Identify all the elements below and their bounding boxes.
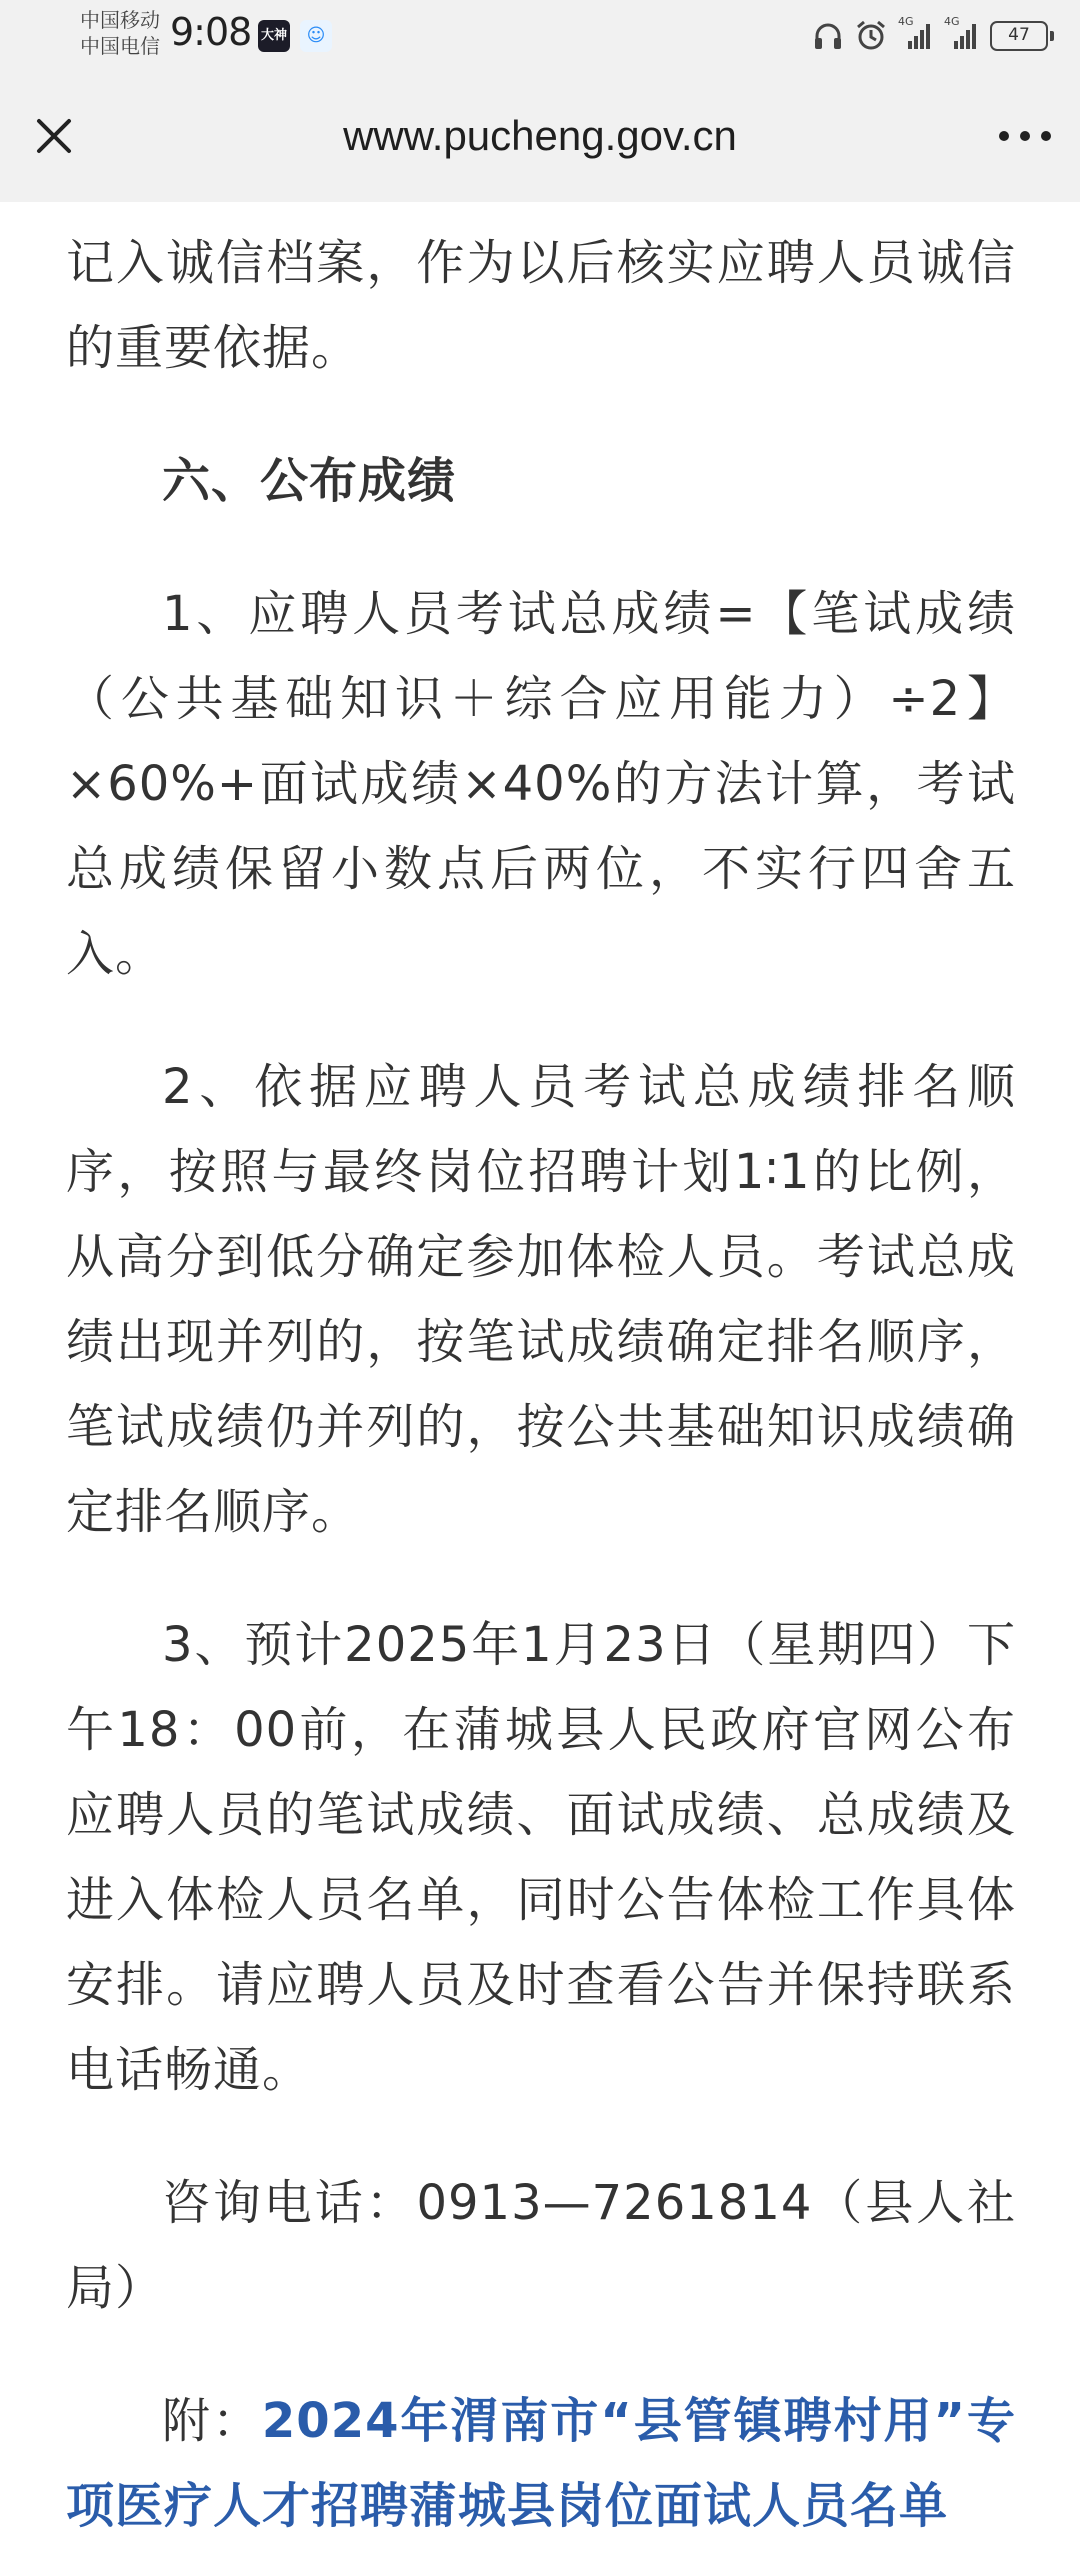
carrier-2: 中国电信 [80,34,160,58]
alarm-icon [854,19,888,53]
paragraph-3: 3、预计2025年1月23日（星期四）下午18：00前，在蒲城县人民政府官网公布应聘人员的笔试成绩、面试成绩、总成绩及进入体检人员名单，同时公告体检工作具体安排。请应聘人员及时查看公告并保持联系电话畅通。 [66,1617,1016,2098]
close-icon [34,116,74,156]
status-bar [0,0,1080,66]
paragraph-1: 1、应聘人员考试总成绩=【笔试成绩（公共基础知识＋综合应用能力）÷2】×60%+面试成绩×40%的方法计算，考试总成绩保留小数点后两位，不实行四舍五入。 [66,586,1016,982]
url-title[interactable]: www.pucheng.gov.cn [343,112,737,159]
carrier-info [80,8,160,60]
more-dots-icon [997,129,1053,143]
battery-icon: 47 [990,21,1048,51]
signal-icon-1: 4G [898,21,934,51]
attachment-paragraph [66,2379,1016,2549]
attachment-prefix: 附： [162,2393,262,2449]
status-time: 9:08 [170,10,252,54]
article-content [66,202,1016,2534]
browser-toolbar [0,66,1080,202]
more-options-button[interactable] [990,104,1060,168]
close-button[interactable] [22,104,86,168]
dashen-app-icon: 大神 [258,20,290,52]
chat-app-icon: ☺ [300,20,332,52]
intro-paragraph: 记入诚信档案，作为以后核实应聘人员诚信的重要依据。 [66,235,1016,376]
headphones-icon [812,20,844,52]
paragraph-2: 2、依据应聘人员考试总成绩排名顺序，按照与最终岗位招聘计划1∶1的比例，从高分到低分确定参加体检人员。考试总成绩出现并列的，按笔试成绩确定排名顺序，笔试成绩仍并列的，按公共基础知识成绩确定排名顺序。 [66,1059,1016,1540]
contact-phone: 咨询电话：0913—7261814（县人社局） [66,2175,1016,2316]
status-icons [812,15,1048,54]
signal-icon-2: 4G [944,21,980,51]
section-heading: 六、公布成绩 [162,453,457,509]
carrier-1: 中国移动 [80,8,160,32]
attachment-link[interactable]: 2024年渭南市“县管镇聘村用”专项医疗人才招聘蒲城县岗位面试人员名单 [66,2393,1016,2534]
